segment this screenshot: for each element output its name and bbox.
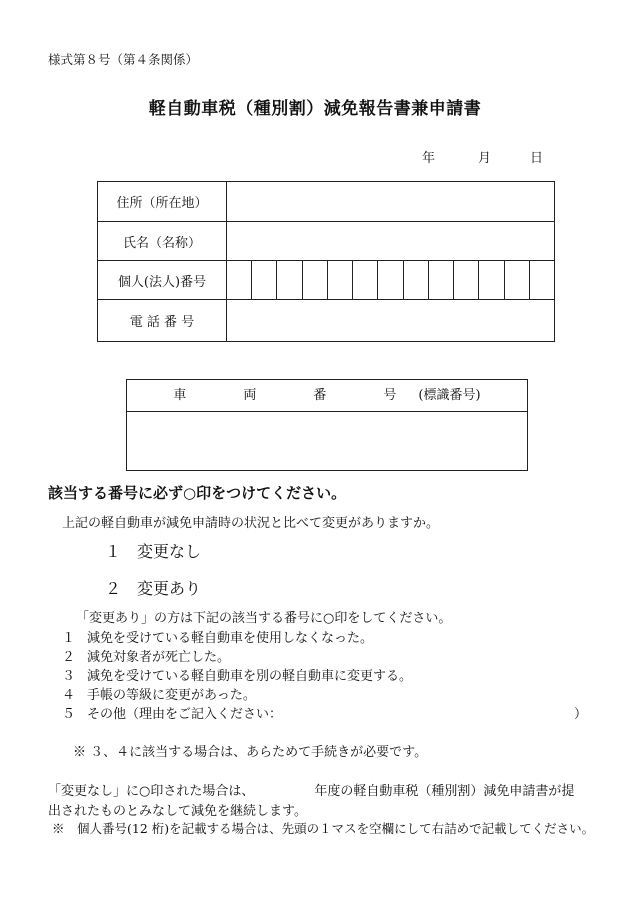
option-label: 変更なし [137,542,202,561]
vehicle-number-box [126,379,528,471]
address-field[interactable] [227,182,555,222]
my-number-note: ※ 個人番号(12 桁)を記載する場合は、先頭の１マスを空欄にして右詰めで記載してください。 [52,821,595,836]
personal-number-digit-box[interactable] [479,261,504,299]
phone-field[interactable] [227,300,555,342]
option-no-change[interactable] [105,539,201,562]
personal-number-digit-box[interactable] [252,261,277,299]
reason-item[interactable] [62,684,256,703]
change-question: 上記の軽自動車が減免申請時の状況と比べて変更がありますか。 [62,516,440,531]
other-reason-close-paren: ） [574,707,588,722]
date-month-label: 月 [478,151,492,166]
personal-number-digit-box[interactable] [505,261,530,299]
reason-number: ５ [62,707,76,722]
personal-number-digit-box[interactable] [303,261,328,299]
option-changed[interactable] [105,576,201,599]
continuation-text-b: 年度の軽自動車税（種別割）減免申請書が提 [314,784,575,799]
option-number: １ [105,542,122,561]
date-year-label: 年 [422,151,436,166]
personal-number-digit-box[interactable] [530,261,554,299]
reason-text: 減免対象者が死亡した。 [87,650,231,665]
form-number: 様式第８号（第４条関係） [48,52,199,67]
name-label: 氏名（名称） [98,222,227,261]
personal-number-boxes [227,261,554,299]
change-intro: 「変更あり」の方は下記の該当する番号に○印をしてください。 [76,611,452,626]
personal-number-field[interactable] [227,261,555,300]
continuation-text-line2: 出されたものとみなして減免を継続します。 [48,804,307,819]
reason-number: １ [62,631,76,646]
reason-text: 減免を受けている軽自動車を使用しなくなった。 [87,631,374,646]
personal-number-digit-box[interactable] [227,261,252,299]
personal-number-digit-box[interactable] [404,261,429,299]
personal-number-digit-box[interactable] [454,261,479,299]
procedure-note: ※ ３、４に該当する場合は、あらためて手続きが必要です。 [73,745,428,760]
reason-text: 手帳の等級に変更があった。 [87,688,256,703]
option-number: ２ [105,579,122,598]
reason-item[interactable] [62,646,230,665]
date-day-label: 日 [530,151,544,166]
vehicle-number-heading [127,380,527,412]
name-field[interactable] [227,222,555,261]
personal-number-digit-box[interactable] [277,261,302,299]
reason-item[interactable] [62,627,373,646]
reason-number: ３ [62,669,76,684]
personal-number-label: 個人(法人)番号 [98,261,227,300]
reason-number: ２ [62,650,76,665]
personal-number-digit-box[interactable] [429,261,454,299]
option-label: 変更あり [137,579,202,598]
reason-item[interactable] [62,665,412,684]
document-title: 軽自動車税（種別割）減免報告書兼申請書 [148,99,482,119]
reason-number: ４ [62,688,76,703]
vehicle-number-label: 車 両 番 号 [173,388,419,403]
reason-text: 減免を受けている軽自動車を別の軽自動車に変更する。 [87,669,413,684]
phone-label: 電 話 番 号 [98,300,227,342]
continuation-text-line1 [48,780,574,799]
applicant-info-table [97,181,555,342]
personal-number-digit-box[interactable] [353,261,378,299]
vehicle-number-suffix: (標識番号) [418,388,481,403]
personal-number-digit-box[interactable] [328,261,353,299]
personal-number-digit-box[interactable] [378,261,403,299]
reason-text: その他（理由をご記入ください： [87,707,283,722]
circle-notice: 該当する番号に必ず○印をつけてください。 [48,484,347,502]
reason-item-other[interactable] [62,703,282,722]
vehicle-number-field[interactable] [127,412,527,470]
continuation-text-a: 「変更なし」に○印された場合は、 [48,784,255,799]
address-label: 住所（所在地） [98,182,227,222]
